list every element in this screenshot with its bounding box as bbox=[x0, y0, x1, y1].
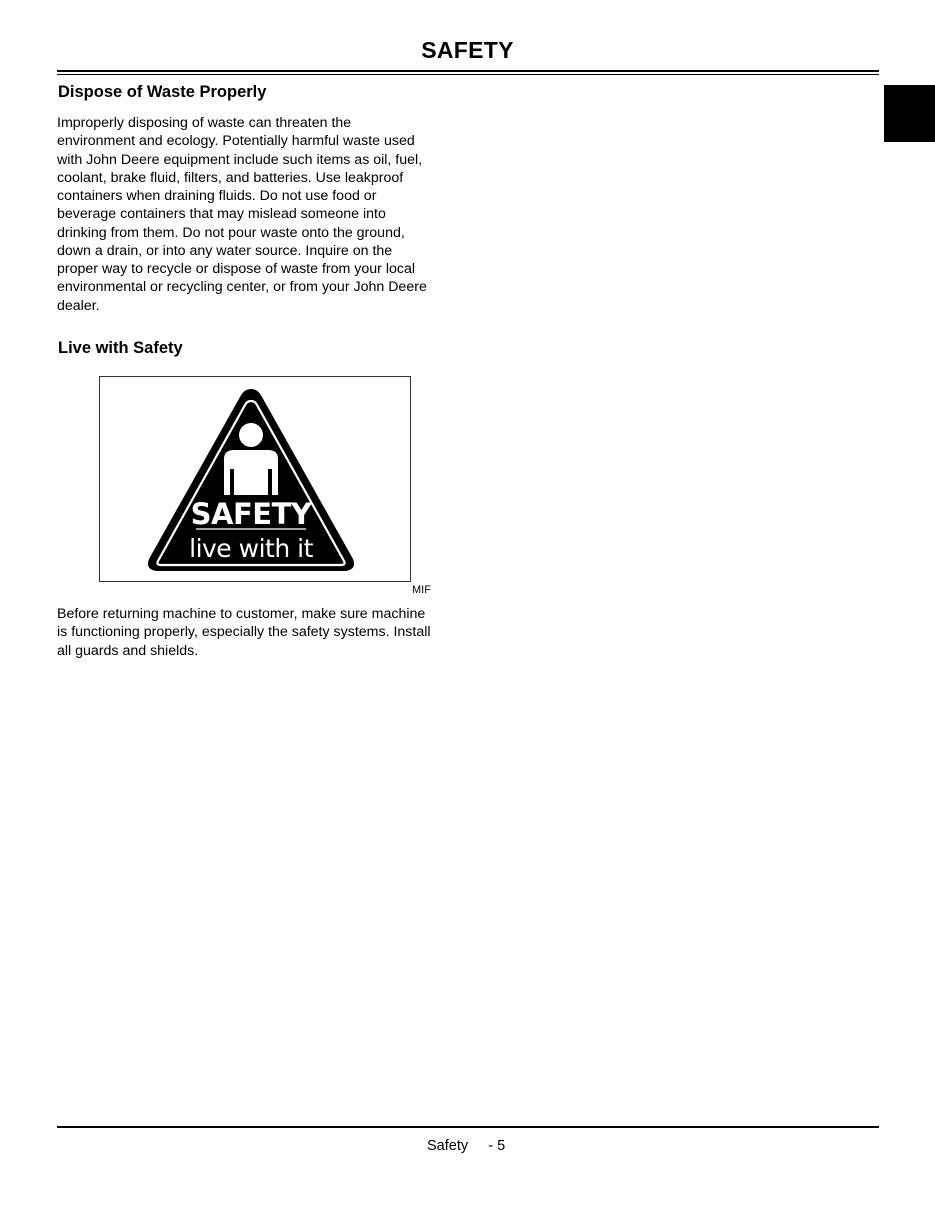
section-body-dispose-waste: Improperly disposing of waste can threaten the environment and ecology. Potentially harmful waste used with John Deere equipment include such items as oil, fuel, coolant, brake fluid, filters, and batteries. Use leakproof containers when draining fluids. Do not use food or beverage containers that may mislead someone into drinking from them. Do not pour waste onto the ground, down a drain, or into any water source. Inquire on the proper way to recycle or dispose of waste from your local environmental or recycling center, or from your John Deere dealer. bbox=[57, 115, 427, 314]
header-rule-thick bbox=[57, 70, 879, 72]
section-body-live-with-safety: Before returning machine to customer, make sure machine is functioning properly, especially the safety systems. Install all guards and shields. bbox=[57, 606, 431, 659]
section-heading-live-with-safety: Live with Safety bbox=[58, 339, 183, 357]
figure-code: MIF bbox=[412, 584, 431, 596]
section-tab-marker bbox=[884, 85, 935, 142]
safety-sign-figure bbox=[99, 376, 411, 582]
footer-section-name: Safety bbox=[427, 1138, 469, 1154]
section-heading-dispose-waste: Dispose of Waste Properly bbox=[58, 83, 267, 101]
footer-page-number: - 5 bbox=[488, 1138, 506, 1154]
footer-rule bbox=[57, 1126, 879, 1128]
sign-subtitle-text: live with it bbox=[189, 534, 313, 563]
page-footer bbox=[427, 1137, 505, 1155]
page-title: SAFETY bbox=[421, 37, 514, 63]
header-rule-thin bbox=[57, 74, 879, 75]
safety-triangle-icon bbox=[144, 383, 358, 577]
sign-title-text: SAFETY bbox=[190, 497, 312, 531]
